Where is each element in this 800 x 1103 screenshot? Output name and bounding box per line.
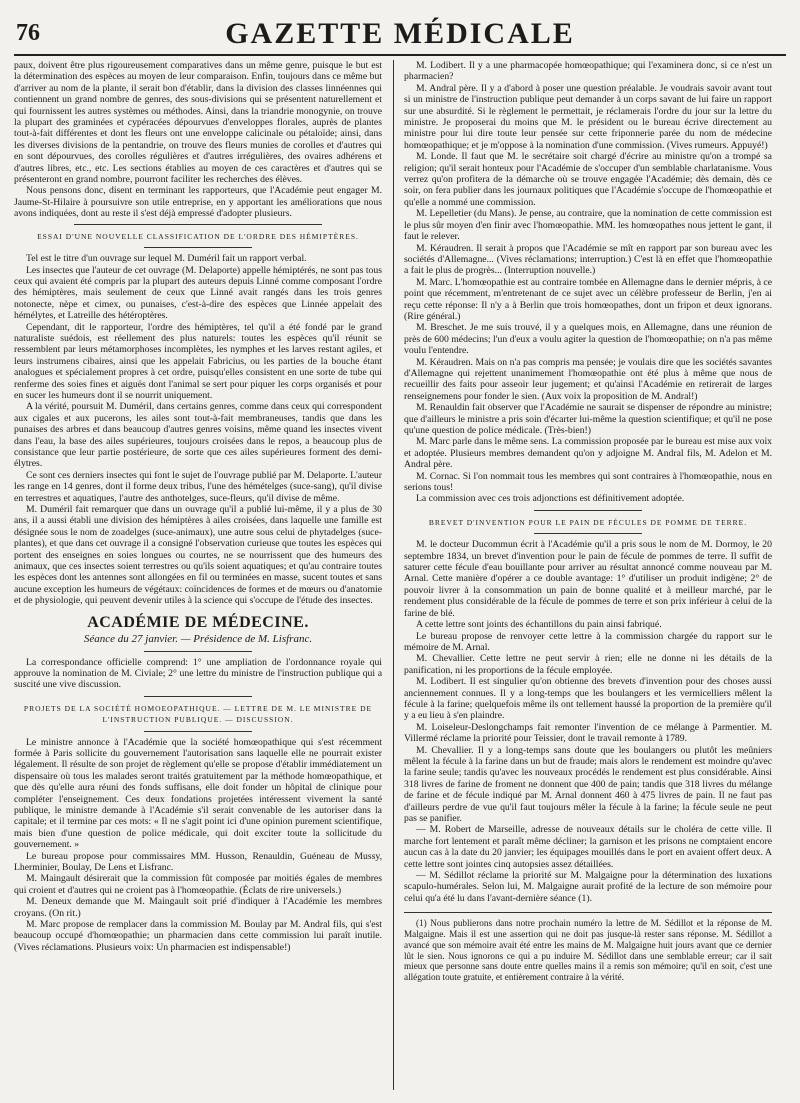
column-divider [393, 60, 394, 1090]
paragraph: Cependant, dit le rapporteur, l'ordre des hémiptères, tel qu'il a été fondé par le grand naturaliste suédois, est réellement des plus naturels: toutes les espèces qu'il réunit se ressemblent par leurs métamorphoses incomplètes, les nymphes et les larves restant agiles, et leurs instrumens cibaires, ainsi que les appelait Fabricius, ou les parties de la bouche étant analogues et spécialement propres à cet ordre, puisqu'elles consistent en une sorte de tube qui renferme des soies fines et aiguës dont l'animal se sert pour piquer les corps organisés et pour en sucer les humeurs dont il se nourrit uniquement. [14, 321, 382, 401]
section-divider [74, 224, 322, 225]
footnote: (1) Nous publierons dans notre prochain numéro la lettre de M. Sédillot et la réponse de M. Malgaigne. Mais il est une assertion qui ne doit pas jusque-là rester sans réponse. M. Sédillot a avancé que son mémoire avait été entre les mains de M. Malgaigne huit jours avant que ce dernier lût le sien. Nous ignorons ce qui a pu induire M. Sédillot dans une semblable erreur; car il sait mieux que personne sans doute entre quelles mains il a remis son mémoire; qu'il en soit, c'est une allégation toute gratuite, et entièrement contraire à la vérité. [404, 918, 772, 983]
masthead-title: GAZETTE MÉDICALE [225, 17, 575, 50]
paragraph: Le ministre annonce à l'Académie que la société homœopathique qui s'est récemment formée à Paris sollicite du gouvernement l'autorisation sans laquelle elle ne pourrait exister légalement. Il résulte de son projet de règlement qu'elle se propose d'établir immédiatement un dispensaire où tous les malades seront traités gratuitement par la méthode homœopathique, et que dès qu'elle aura réuni des fonds suffisans, elle doit fonder un hôpital de clinique pour compléter l'enseignement. Ces deux fondations projetées intéressent vivement la santé publique, le ministre demande à l'Académie s'il serait convenable de les autoriser dans la capitale; et il termine par ces mots: « Il ne s'agit point ici d'une opinion purement scientifique, mais bien d'une question de police médicale, qui doit exciter toute la sollicitude du gouvernement. » [14, 736, 382, 851]
paragraph: M. le docteur Ducommun écrit à l'Académie qu'il a pris sous le nom de M. Dormoy, le 20 septembre 1834, un brevet d'invention pour le pain de fécule de pommes de terre. Il suffit de saturer cette fécule d'eau bouillante pour arriver au résultat annoncé comme nouveau par M. Arnal. Cette manière d'opérer a ce double avantage: 1° d'utiliser un produit indigène; 2° de pouvoir livrer à la consommation un pain de bonne qualité et à meilleur marché, par le rendement plus considérable de la fécule de pommes de terre et son prix inférieur à celui de la farine de blé. [404, 539, 772, 619]
paragraph: M. Loiseleur-Deslongchamps fait remonter l'invention de ce mélange à Parmentier. M. Villermé réclame la priorité pour Teissier, dont le travail remonte à 1789. [404, 721, 772, 745]
paragraph: M. Renauldin fait observer que l'Académie ne saurait se dispenser de répondre au ministre; que d'ailleurs le ministre a pris soin d'écarter lui-même la question scientifique; et qu'il ne pose qu'une question de police médicale. (Très-bien!) [404, 402, 772, 436]
paragraph: La commission avec ces trois adjonctions est définitivement adoptée. [416, 493, 685, 505]
paragraph: M. Deneux demande que M. Maingault soit prié d'indiquer à l'Académie les membres croyans. (On rit.) [14, 896, 382, 919]
paragraph: M. Kéraudren. Mais on n'a pas compris ma pensée; je voulais dire que les sociétés savantes d'Allemagne qui rejettent unanimement l'homœopathie ont été plus à même que nous de recueillir des faits pour asseoir leur jugement; et qu'ainsi l'Académie en retirerait de larges renseignemens pour fonder le sien. (Aux voix la proposition de M. Andral!) [404, 356, 772, 402]
academy-section-title: ACADÉMIE DE MÉDECINE. [87, 613, 309, 631]
page-number: 76 [16, 20, 40, 46]
left-column [14, 60, 382, 1090]
paragraph: M. Chevallier. Il y a long-temps sans doute que les boulangers ou plutôt les meûniers mêlent la fécule à la farine dans un but de fraude; mais alors le rendement est moindre qu'avec la farine seule; tandis qu'avec les nouveaux procédés le rendement est plus considérable. Ainsi 318 livres de farine de froment ne donnent que 400 de pain; tandis que 318 livres du mélange de farine et de fécule indiqué par M. Arnal donnent 460 à 475 livres de pain. Il ne faut pas d'ailleurs perdre de vue qu'il faut toujours mêler la fécule à la farine; la fécule seule ne peut pas se panifier. [404, 744, 772, 824]
section-divider [534, 510, 642, 511]
page-header [14, 14, 786, 56]
paragraph: M. Chevallier. Cette lettre ne peut servir à rien; elle ne donne ni les détails de la panification, ni les proportions de la fécule employée. [404, 653, 772, 676]
section-divider [144, 651, 252, 652]
paragraph: M. Kéraudren. Il serait à propos que l'Académie se mît en rapport par son bureau avec les sociétés d'Allemagne... (Vives réclamations; interruption.) C'est là en effet que l'homœopathie a fait le plus de progrès... (Interruption nouvelle.) [404, 242, 772, 277]
section-heading: ESSAI D'UNE NOUVELLE CLASSIFICATION DE L'ORDRE DES HÉMIPTÈRES. [37, 231, 359, 241]
paragraph: A cette lettre sont joints des échantillons du pain ainsi fabriqué. [416, 619, 662, 631]
paragraph: M. Marc propose de remplacer dans la commission M. Boulay par M. Andral fils, qui s'est beaucoup occupé d'homœopathie; un pharmacien dans cette commission lui paraît inutile. (Vives réclamations. Plusieurs voix: Un pharmacien est indispensable!) [14, 919, 382, 953]
paragraph: M. Cornac. Si l'on nommait tous les membres qui sont contraires à l'homœopathie, nous en serions tous! [404, 470, 772, 494]
section-divider [144, 247, 252, 248]
paragraph: Les insectes que l'auteur de cet ouvrage (M. Delaporte) appelle hémiptérés, ne sont pas tous ceux qui avaient été compris par la plupart des auteurs depuis Linné comme composant l'ordre des hémiptères, mais seulement de ceux que Linné avait rangés dans les trois genres notonecte, nèpe et cimex, ou punaises, c'est-à-dire des espèces que Linnée appelait des hémélytes, et Latreille des hétéroptères. [14, 264, 382, 322]
paragraph: — M. Sédillot réclame la priorité sur M. Malgaigne pour la détermination des luxations scapulo-humérales. Selon lui, M. Malgaigne aurait profité de la lecture de son mémoire pour celui qu'a été lu dans l'avant-dernière séance (1). [404, 870, 772, 904]
paragraph: — M. Robert de Marseille, adresse de nouveaux détails sur le choléra de cette ville. Il marche fort lentement et paraît même décliner; la garnison et les prisons ne comptaient encore aucun cas à la date du 20 janvier; les équipages mouillés dans le port en avaient offert deux. A cette lettre sont jointes cinq autopsies assez détaillées. [404, 824, 772, 870]
session-subtitle: Séance du 27 janvier. — Présidence de M. Lisfranc. [83, 633, 313, 646]
paragraph: M. Andral père. Il y a d'abord à poser une question préalable. Je voudrais savoir avant tout si un ministre de l'instruction publique peut demander à un corps savant de lui faire un rapport sur une absurdité. Si le règlement le permettait, je réclamerais l'ordre du jour sur la lettre du ministre. Je proposerai du moins que M. le président ou le bureau écrive directement au ministre pour lui dire toute leur pensée sur cette friponnerie parée du nom de médecine homœopathique; et je m'oppose à la nomination d'une commission. (Vives rumeurs. Appuyé!) [404, 82, 772, 151]
paragraph: M. Marc. L'homœopathie est au contraire tombée en Allemagne dans le dernier mépris, à ce point que récemment, m'entretenant de ce sujet avec un célèbre professeur de Berlin, j'en ai reçu cette réponse: Il n'y a à Berlin que trois homœopathes, dont un fripon et deux ignorans. (Rire général.) [404, 276, 772, 322]
section-divider [534, 533, 642, 534]
paragraph: M. Marc parle dans le même sens. La commission proposée par le bureau est mise aux voix et adoptée. Plusieurs membres demandent qu'on y adjoigne M. Andral fils, M. Adelon et M. Andral père. [404, 436, 772, 471]
paragraph: M. Maingault désirerait que la commission fût composée par moitiés égales de membres qui croient et d'autres qui ne croient pas à l'homœopathie. (Éclats de rire universels.) [14, 873, 382, 896]
right-column [404, 60, 772, 1090]
paragraph: A la vérité, poursuit M. Duméril, dans certains genres, comme dans ceux qui correspondent aux cigales et aux pucerons, les ailes sont tout-à-fait membraneuses, tandis que dans les punaises des arbres et dans beaucoup d'autres genres voisins, même quand les insectes vivent dans l'eau, la base des ailes supérieures, toujours croisées dans le repos, a beaucoup plus de consistance que leur partie postérieure, de sorte que ces ailes supérieures forment des demi-élytres. [14, 401, 382, 470]
paragraph: paux, doivent être plus rigoureusement comparatives dans un même genre, puisque le but est la détermination des espèces au moyen de leur comparaison. Enfin, toujours dans ce même but d'arriver au nom de la plante, il serait bon d'établir, dans la division des classes linnéennes qui contiennent un grand nombre de genres, des sous-divisions qui se présentent naturellement et qui fournissent les autres systèmes ou méthodes. Ainsi, dans la triandrie monogynie, on trouve la plupart des graminées et cypéracées dépourvues d'enveloppes florales, auprès de plantes tout-à-fait différentes et dont les fleurs ont une enveloppe calicinale ou pétaloïde; ainsi, dans les diverses divisions de la pentandrie, on trouve des fleurs munies de corolles et d'autres qui en sont dépourvues, des corolles régulières et d'autres irrégulières, des ovaires adhérens et d'autres libres, etc., etc. Les sections établies au moyen de ces caractères et d'autres qui se présenteront en grand nombre, pourront faciliter les recherches des élèves. [14, 60, 382, 186]
section-divider [144, 696, 252, 697]
section-heading: PROJETS DE LA SOCIÉTÉ HOMOEOPATHIQUE. — LETTRE DE M. LE MINISTRE DE L'INSTRUCTION PUBLIQUE. — DISCUSSION. [23, 703, 373, 725]
paragraph: M. Londe. Il faut que M. le secrétaire soit chargé d'écrire au ministre qu'on a trompé sa religion; qu'il serait honteux pour l'Académie de s'occuper d'un semblable charlatanisme. Vous verrez qu'on profitera de la démarche où se trouve engagée l'Académie; dès demain, dès ce soir, on fera publier dans les journaux politiques que l'Académie s'occupe de l'homœopathie et qu'elle a nommé une commission. [404, 151, 772, 208]
paragraph: Le bureau propose pour commissaires MM. Husson, Renauldin, Guéneau de Mussy, Lherminier, Boulay, De Lens et Lisfranc. [14, 850, 382, 873]
paragraph: Tel est le titre d'un ouvrage sur lequel M. Duméril fait un rapport verbal. [26, 253, 307, 265]
paragraph: M. Lodibert. Il y a une pharmacopée homœopathique; qui l'examinera donc, si ce n'est un pharmacien? [404, 60, 772, 83]
section-heading: BREVET D'INVENTION POUR LE PAIN DE FÉCULES DE POMME DE TERRE. [428, 517, 748, 527]
section-divider [144, 731, 252, 732]
paragraph: M. Lodibert. Il est singulier qu'on obtienne des brevets d'invention pour des choses aussi anciennement connues. Il y a long-temps que les boulangers et les vermicelliers mêlent la fécule à la farine; quelquefois même ils ont tellement haussé la proportion de la première qu'il y a eu lieu à s'en plaindre. [404, 676, 772, 722]
paragraph: La correspondance officielle comprend: 1° une ampliation de l'ordonnance royale qui approuve la nomination de M. Civiale; 2° une lettre du ministre de l'instruction publique qui a suscité une vive discussion. [14, 656, 382, 691]
footnote-rule [404, 912, 772, 913]
paragraph: M. Duméril fait remarquer que dans un ouvrage qu'il a publié lui-même, il y a plus de 30 ans, il a aussi établi une division des hémiptères à ailes croisées, dans laquelle une famille est désignée sous le nom de zoadelges (suce-animaux), une autre sous celui de phytadelges (suce-plantes), et que dans cet ouvrage il a consigné l'observation curieuse que toutes les espèces qui portent des enseignes en soies longues ou courtes, ne se nourrissent que des humeurs des animaux, que ces insectes soient terrestres ou qu'ils soient aquatiques; et qu'au contraire toutes les espèces dont les antennes sont allongées en fil ou terminées en masse, sucent toutes et sans aucune exception les humeurs de végétaux: coïncidences de formes et de mœurs ou d'anatomie et de physiologie, qui peuvent devenir utiles à la science qui s'occupe de l'étude des insectes. [14, 504, 382, 607]
paragraph: M. Lepelletier (du Mans). Je pense, au contraire, que la nomination de cette commission est le plus sûr moyen d'en finir avec l'homœopathie. MM. les homœopathes nous jettent le gant, il faut le relever. [404, 208, 772, 243]
paragraph: Nous pensons donc, disent en terminant les rapporteurs, que l'Académie peut engager M. Jaume-St-Hilaire à poursuivre son utile entreprise, en y apportant les améliorations que nous avons indiquées, dont au reste il s'est déjà empressé d'adopter plusieurs. [14, 185, 382, 220]
paragraph: Ce sont ces derniers insectes qui font le sujet de l'ouvrage publié par M. Delaporte. L'auteur les range en 14 genres, dont il forme deux tribus, l'une des hémételges (suce-sang), qu'il divise en terrestres et aquatiques, l'autre des anthotelges, suce-fleurs, qu'il divise de même. [14, 469, 382, 504]
paragraph: M. Breschet. Je me suis trouvé, il y a quelques mois, en Allemagne, dans une réunion de près de 600 médecins; l'un d'eux a voulu agiter la question de l'homœopathie; on n'a pas même voulu l'entendre. [404, 322, 772, 357]
paragraph: Le bureau propose de renvoyer cette lettre à la commission chargée du rapport sur le mémoire de M. Arnal. [404, 630, 772, 653]
